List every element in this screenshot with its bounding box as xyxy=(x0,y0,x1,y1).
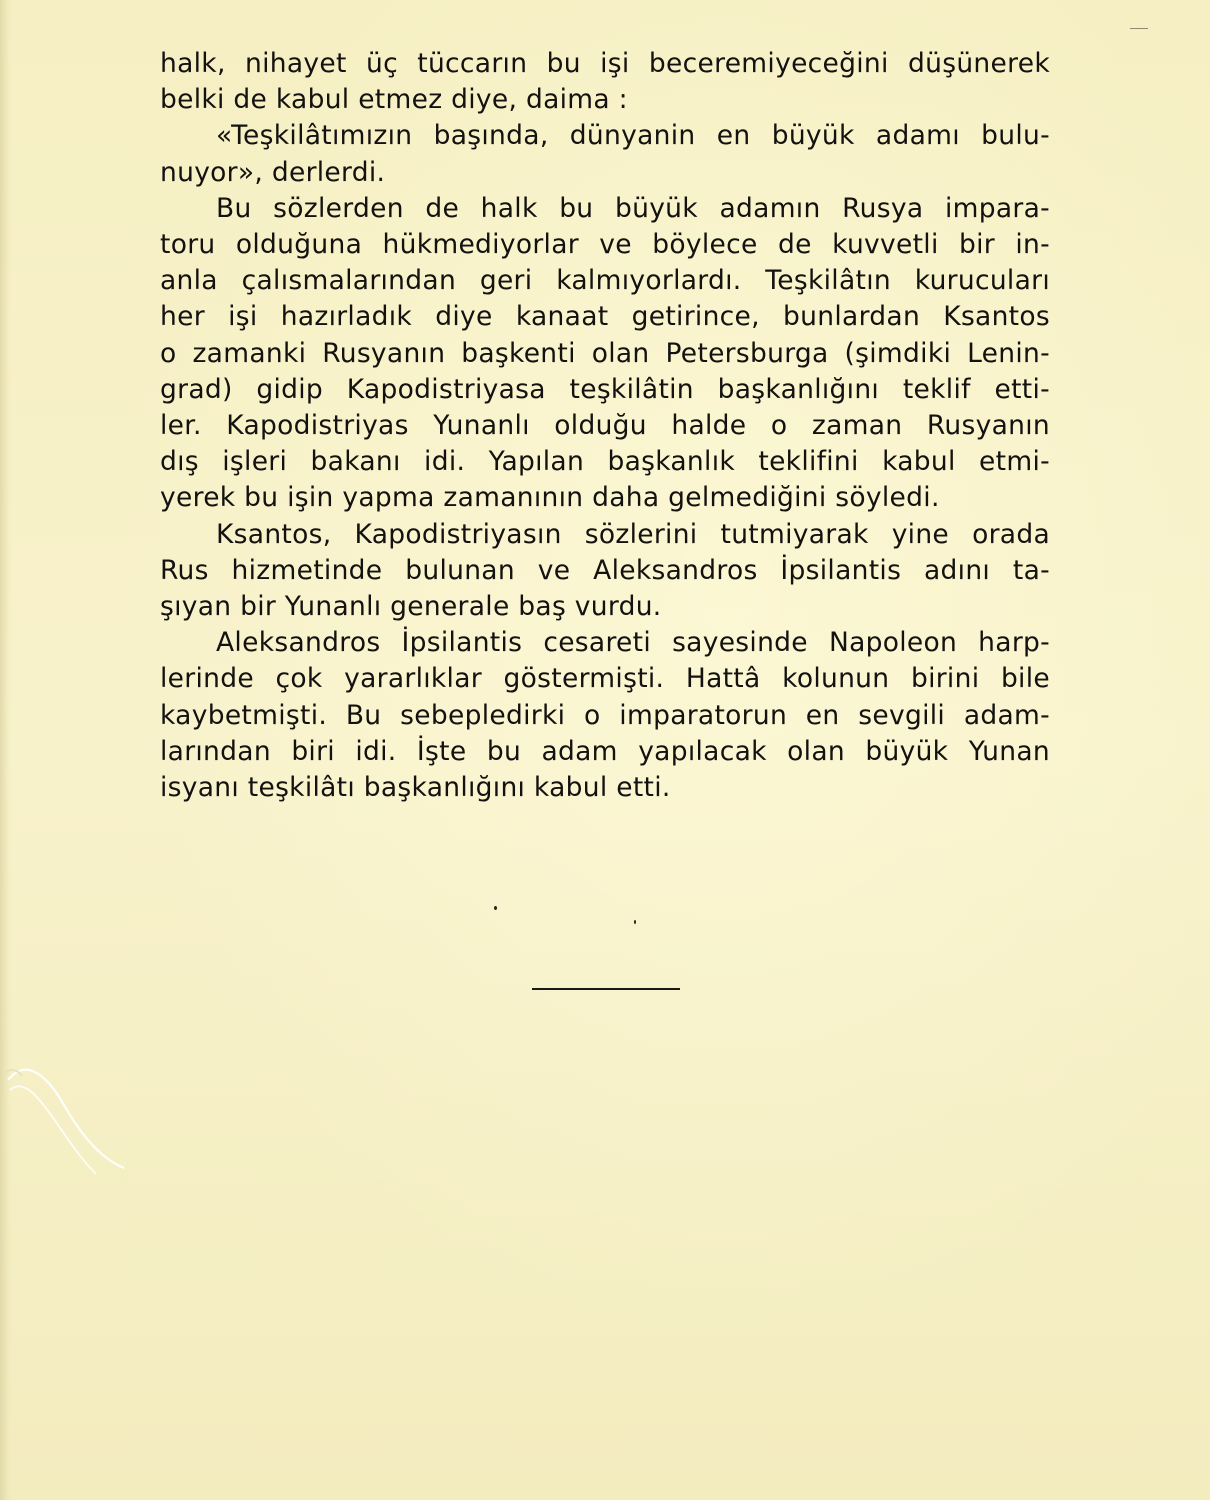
text-line: anla çalısmalarından geri kalmıyorlardı. Teşkilâtın kurucuları xyxy=(160,265,1050,297)
text-line: lerinde çok yararlıklar göstermişti. Hattâ kolunun birini bile xyxy=(160,663,1050,695)
page-binding-edge xyxy=(0,0,12,1500)
text-line: her işi hazırladık diye kanaat getirince, bunlardan Ksantos xyxy=(160,301,1050,333)
text-line: Ksantos, Kapodistriyasın sözlerini tutmiyarak yine orada xyxy=(216,518,1050,550)
text-line: dış işleri bakanı idi. Yapılan başkanlık teklifini kabul etmi- xyxy=(160,446,1050,478)
text-line: belki de kabul etmez diye, daima : xyxy=(160,84,628,116)
text-line: yerek bu işin yapma zamanının daha gelmediğini söyledi. xyxy=(160,482,940,514)
text-line: şıyan bir Yunanlı generale baş vurdu. xyxy=(160,591,662,623)
text-line: Aleksandros İpsilantis cesareti sayesinde Napoleon harp- xyxy=(216,627,1050,659)
text-line: grad) gidip Kapodistriyasa teşkilâtin başkanlığını teklif etti- xyxy=(160,373,1050,405)
text-line: o zamanki Rusyanın başkenti olan Petersburga (şimdiki Lenin- xyxy=(160,337,1050,369)
body-text xyxy=(160,46,1050,806)
paper-speck xyxy=(494,906,497,910)
text-line: kaybetmişti. Bu sebepledirki o imparatorun en sevgili adam- xyxy=(160,699,1050,731)
text-line: Rus hizmetinde bulunan ve Aleksandros İpsilantis adını ta- xyxy=(160,554,1050,586)
text-line: Bu sözlerden de halk bu büyük adamın Rusya impara- xyxy=(216,192,1050,224)
text-line: halk, nihayet üç tüccarın bu işi beceremiyeceğini düşünerek xyxy=(160,48,1050,79)
paper-speck xyxy=(634,920,636,924)
section-end-rule xyxy=(532,988,680,990)
binding-thread-icon xyxy=(4,1050,144,1190)
text-line: toru olduğuna hükmediyorlar ve böylece de kuvvetli bir in- xyxy=(160,229,1050,261)
text-line: nuyor», derlerdi. xyxy=(160,156,386,188)
text-line: «Teşkilâtımızın başında, dünyanin en büyük adamı bulu- xyxy=(216,120,1050,152)
text-line: ler. Kapodistriyas Yunanlı olduğu halde o zaman Rusyanın xyxy=(160,410,1050,442)
text-line: larından biri idi. İşte bu adam yapılacak olan büyük Yunan xyxy=(160,735,1050,767)
text-line: isyanı teşkilâtı başkanlığını kabul etti. xyxy=(160,772,671,804)
paper-speck xyxy=(1130,28,1148,29)
